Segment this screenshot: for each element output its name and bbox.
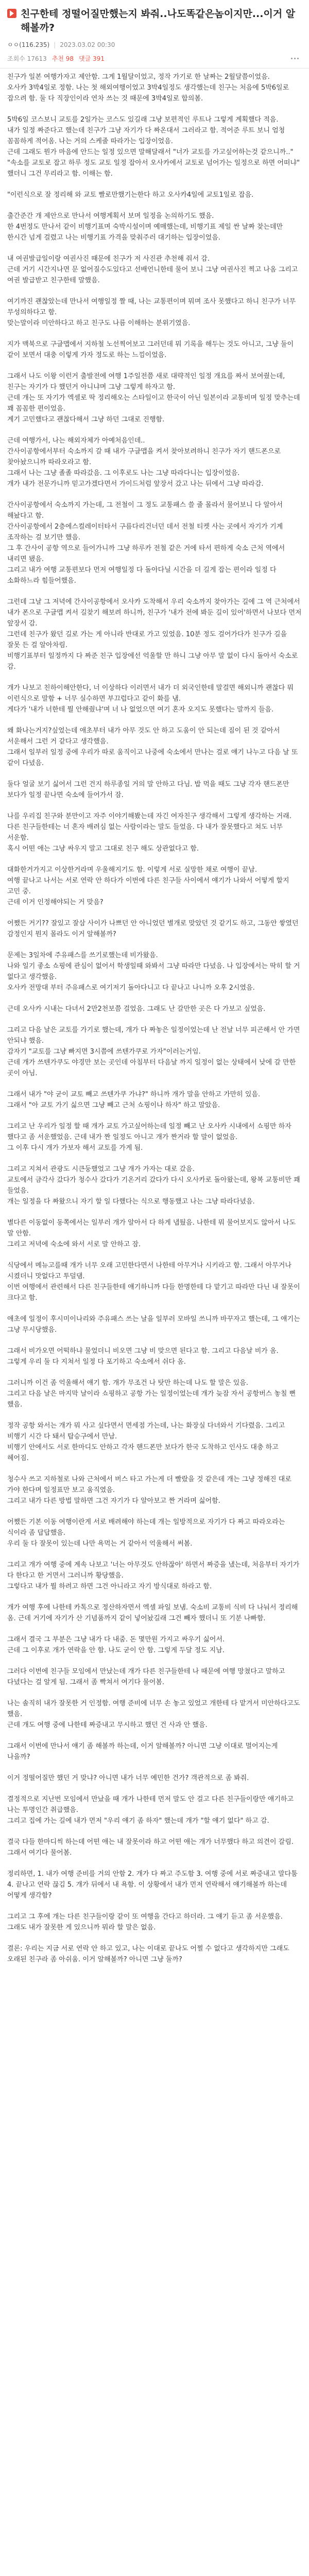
body-paragraph: 청수사 쓰고 지하철로 나와 근처에서 버스 타고 가는게 더 빨랐을 것 같은데 개는 그냥 정해진 대로 가야 한다며 일정표만 보고 움직였음. 그리고 내가 다른 방법 말하면 그건 자기가 다 알아보고 짠 거라며 싫어함. [7, 1476, 291, 1505]
body-paragraph: 결국 다들 한마디씩 하는데 어떤 애는 내 잘못이라 하고 어떤 애는 개가 너무했다 하고 의견이 갈림. 그래서 여기다 물어봄. [7, 1838, 296, 1857]
recommend-count[interactable]: 추천 98 [52, 55, 74, 62]
body-paragraph: 그리고 다음 날은 교토를 가기로 했는데, 개가 다 짜놓은 일정이었는데 난 전날 너무 피곤해서 안 가면 안되냐 했음. 감자기 "교토를 그냥 빠지면 3시쯤에 쓰텐가쿠로 가자"이러는거임. 근데 개가 쓰텐가쿠도 야경만 보는 곳인데 아침부터 다음날 까지 일정이 없는 상태에서 낮에 갈 만한 곳이 아님. [7, 1026, 300, 1077]
body-paragraph: 그래서 나도 이왕 이런거 출발전에 여행 1주일전쯤 새로 대략적인 일정 개요를 짜서 보여줬는데, 친구는 자기가 다 했던거 아니냐며 그냥 그렇게 하자고 함. 근데 개는 또 자기가 엑셀로 딱 정리해오는 스타일이고 한국이 아닌 일본이라 교통비며 일정 맞추는데 꽤 꼼꼼한 편이었음. 계기 고민했다고 괜찮다해서 그냥 하던 그대로 진행함. [7, 372, 300, 423]
video-post-icon [7, 9, 16, 18]
view-count: 조회수 17613 [7, 55, 47, 62]
post-meta [7, 40, 302, 49]
post-header [0, 0, 309, 69]
body-paragraph: 친구가 일본 여행가자고 제안함. 그게 1월달이었고, 정작 가기로 한 날짜는 2월달쯤이었음. 오사카 3박4일로 정함. 나는 첫 해외여행이었고 3박4일정도 생각했는데 친구는 처음에 5박6일로 잡으려 함. 둘 다 직장인이라 연차 쓰는 것 때문에 3박4일로 합의봄. [7, 73, 289, 103]
body-paragraph: 정리하면, 1. 내가 여행 준비를 거의 안함 2. 개가 다 짜고 주도함 3. 여행 중에 서로 짜증내고 말다툼 4. 끝나고 연락 끊김 5. 개가 뒤에서 내 욕함. 이 상황에서 내가 먼저 연락해서 얘기해볼까 하는데 어떻게 생각함? [7, 1870, 300, 1900]
body-paragraph: 정작 공항 와서는 개가 뭐 사고 싶다면서 면세점 가는데, 나는 화장실 다녀와서 기다렸음. 그리고 비행기 시간 다 돼서 탑승구에서 만남. 비행기 안에서도 서로 한마디도 안하고 각자 핸드폰만 보다가 한국 도착하고 인사도 대충 하고 헤어짐. [7, 1422, 285, 1462]
body-paragraph: 지가 맥북으로 구글맵에서 지하철 노선찍어보고 그러던데 뭐 기록을 해두는 것도 아니고, 그냥 둘이 같이 보면서 대충 이렇게 가자 정도로 하는 느낌이었음. [7, 341, 296, 359]
body-paragraph: 그리고 난 우리가 일정 할 때 개가 교토 가고싶어하는데 일정 빼고 난 오사카 시내에서 쇼핑만 하자 했다고 좀 서운했었음. 근데 내가 짠 일정도 아니고 개가 짠거라 할 말이 없었음. 그 이후 다시 개가 가보자 해서 교토를 가게 됨. [7, 1123, 291, 1152]
body-paragraph: 간사이공항에서 숙소까지 가는데, 그 전철이 그 정도 교통패스 쓸 줄 몰라서 물어보니 다 알아서 해놨다고 함. 간사이공항에서 2층에스컬레이터타서 구름다리건너던 데서 전철 티켓 사는 곳에서 자기가 기계 조작하는 걸 보기만 했음. 그 후 간사이 공항 역으로 들어가니까 그냥 하루카 전철 같은 거에 타서 편하게 숙소 근처 역에서 내리면 됐음. 그리고 내가 여행 교통편보다 먼저 여행일정 다 돌아다닐 시간을 더 길게 잡는 편이라 일정 다 소화하느라 힘들어했음. [7, 501, 285, 585]
more-options-icon[interactable] [288, 57, 302, 60]
body-paragraph: 그런데 그날 그 저녁에 간사이공항에서 오사카 도착해서 우리 숙소까지 찾아가는 길에 그 역 근처에서 내가 폰으로 구글맵 켜서 길찾기 해보려 하니까, 친구가 '내가 전에 봐둔 길이 있어'하면서 나보다 먼저 앞장서 감. 그런데 친구가 왔던 길로 가는 게 아니라 반대로 가고 있었음. 10분 정도 걸어가다가 친구가 길을 잘못 든 걸 알아차림. 비행기표부터 일정까지 다 짜준 친구 입장에선 억울할 만 하니 그냥 아무 말 없이 다시 돌아서 숙소로 감. [7, 598, 302, 671]
body-paragraph: 개가 나보고 친하이해안한다, 너 이상하다 이러면서 내가 더 외국인한테 말걸면 해외니까 괜찮다 뭐 이런식으로 말함 + 너무 실수하면 부끄럽다고 같이 화를 냄. 게다가 '내가 너한테 뭘 안해줬냐'며 너 나 없었으면 여기 혼자 오지도 못했다는 말까지 들음. [7, 684, 294, 714]
post-stats [7, 54, 302, 63]
body-paragraph: 문제는 3일차에 주유패스를 쓰기로했는데 비가왔음. 나와 일기 좋소 쇼핑에 관심이 없어서 학생일때 와봐서 그냥 따라만 다녔음. 나 입장에서는 딱히 할 거 없다고 생각했음. 오사카 전망대 부터 주유패스로 여기저기 돌아다니고 다 끝나고 나니까 오후 2시였음. [7, 952, 300, 992]
body-paragraph: 근데 여행가서, 나는 해외자체가 아예처음인데.. 간사이공항에서부터 숙소까지 갈 때 내가 구글맵을 켜서 찾아보려하니 친구가 자기 핸드폰으로 찾아놨으니까 따라오라고 함. 그래서 나는 그냥 졸졸 따라갔음. 그 이후로도 나는 그냥 따라다니는 입장이었음. 개가 내가 전문가니까 믿고가겠다면서 가이드처럼 앞장서 갔고 나는 뒤에서 그냥 따라감. [7, 437, 281, 488]
body-paragraph: 그러니까 이건 좀 억울해서 얘기 함. 개가 무조건 나 탓만 하는데 나도 할 말은 있음. 그리고 다음 날은 마지막 날이라 쇼핑하고 공항 가는 일정이었는데 개가 늦잠 자서 공항버스 놓칠 뻔 했음. [7, 1379, 296, 1409]
body-paragraph: 그러다 이번에 친구들 모임에서 만났는데 개가 다른 친구들한테 나 때문에 여행 망쳤다고 말하고 다녔다는 걸 알게 됨. 그래서 좀 빡쳐서 여기다 물어봄. [7, 1668, 287, 1686]
meta-separator: | [54, 41, 56, 48]
post-date: 2023.03.02 00:30 [60, 41, 115, 48]
body-paragraph: 어쨌든 기본 이동 여행이란게 서로 배려해야 하는데 개는 일방적으로 자기가 다 짜고 따라오라는 식이라 좀 답답했음. 우리 둘 다 잘못이 있는데 나만 욕먹는 거 같아서 억울해서 써봄. [7, 1518, 285, 1548]
body-paragraph: 그래서 결국 그 부분은 그냥 내가 다 내줌. 돈 몇만원 가지고 싸우기 싫어서. 근데 그 이후로 개가 연락을 안 함. 나도 굳이 안 함. 그렇게 두달 정도 지남. [7, 1636, 225, 1654]
body-paragraph: 결론: 우리는 지금 서로 연락 안 하고 있고, 나는 이대로 끝나도 어쩔 수 없다고 생각하지만 그래도 오래된 친구라 좀 아쉬움. 이거 알해볼까? 아니면 그냥 둘까? [7, 1945, 291, 1963]
post-title: 친구한테 정떨어질만했는지 봐줘..나도똑같은놈이지만...이거 알해볼까? [21, 8, 296, 33]
body-paragraph: 식당에서 메뉴고를때 개가 너무 오래 고민한다면서 나한테 아무거나 시키라고 함. 그래서 아무거나 시켰더니 맛없다고 투덜댐. 이번 여행에서 관련해서 다른 친구들한테 얘기하니까 다들 한명한테 다 맡기고 따라만 다닌 내 잘못이 크다고 함. [7, 1262, 300, 1302]
author-name[interactable]: ㅇㅇ(116.235) [7, 41, 50, 48]
body-paragraph: 그래서 이번에 만나서 얘기 좀 해볼까 하는데, 이거 알해볼까? 아니면 그냥 이대로 멀어지는게 나을까? [7, 1742, 280, 1761]
body-paragraph: 어쨌든 거기?? 잘있고 잘삼 사이가 나쁘던 안 아니었던 별개로 맞았던 것 같기도 하고, 그동안 쌓였던 감정인지 뭔지 몰라도 이거 알해볼까? [7, 920, 301, 938]
body-paragraph: 그래서 비가오면 어떡하냐 물었더니 비오면 그냥 비 맞으면 된다고 함. 그리고 다음날 비가 옴. 그렇게 우리 둘 다 지쳐서 일정 다 포기하고 숙소에서 쉬다 옴. [7, 1347, 279, 1366]
body-paragraph: 나를 우리집 친구와 분만이고 자주 이야기해봤는데 자긴 여자친구 생각해서 그렇게 생각하는 거래. 다른 친구들한테는 너 혼자 배려심 없는 사람이라는 말도 들었음. 다 내가 잘못했다고 쳐도 너무 서운함. 혹시 어떤 애는 그냥 싸우지 말고 그대로 친구 해도 상관없다고 함. [7, 812, 291, 853]
post-body [0, 69, 309, 1991]
body-paragraph: 별다른 이동없이 동쪽에서는 일부러 개가 알아서 다 하게 냅뒀음. 나한테 뭐 물어보지도 않아서 나도 말 안함. 그리고 저녁에 숙소에 와서 서로 말 안하고 잠. [7, 1219, 296, 1248]
body-paragraph: 결정적으로 지난번 모임에서 만났을 때 개가 나한테 먼저 말도 안 걸고 다른 친구들이랑만 얘기하고 나는 투명인간 취급했음. 그리고 집에 가는 길에 내가 먼저 "우리 얘기 좀 하자" 했는데 개가 "할 얘기 없다" 하고 감. [7, 1795, 294, 1825]
body-paragraph: 대화한거가지고 이상한거라며 우울해지기도 함. 이렇게 서로 실망한 채로 여행이 끝남. 여행 끝나고 나서는 서로 연락 안 하다가 이번에 다른 친구들 사이에서 얘기가 나와서 어떻게 할지 고민 중. 근데 이거 인정해야되는 거 맞음? [7, 866, 289, 906]
body-paragraph: 개가 여행 후에 나한테 카톡으로 정산하자면서 엑셀 파일 보냄. 숙소비 교통비 식비 다 나눠서 정리해 옴. 근데 거기에 자기가 산 기념품까지 같이 넣어놨길래 그건 빼자 했더니 또 기분 나빠함. [7, 1604, 300, 1622]
body-paragraph: "이런식으로 잘 정리해 와 교토 빨로만했기는한다 하고 오사카4일에 교토1일로 잡음. [7, 191, 254, 199]
body-paragraph: 여기까진 괜찮았는데 만나서 여행일정 짤 때, 나는 교통편이며 뭐며 조사 못했다고 하니 친구가 너무 무성의하다고 함. 맞는말이라 미안하다고 하고 친구도 나름 이해하는 분위기였음. [7, 298, 296, 327]
body-paragraph: 둘다 얼굴 보기 싫어서 그런 건지 하루종일 거의 말 안하고 다님. 밥 먹을 때도 그냥 각자 핸드폰만 보다가 일정 끝나면 숙소에 들어가서 잠. [7, 781, 291, 799]
body-paragraph: 근데 오사카 시내는 다녀서 2만2천보쯤 걸었음. 그래도 난 갈만한 곳은 다 가보고 싶었음. [7, 1005, 266, 1013]
body-paragraph: 그래서 내가 "야 굳이 교토 빼고 쓰텐가쿠 가냐?" 하니까 개가 말을 안하고 가만히 있음. 그래서 "아 교토 가기 싫으면 그냥 빼고 근처 쇼핑이나 하자" 하고 말았음. [7, 1091, 261, 1109]
body-paragraph: 왜 화나는거지?싶었는데 애초부터 내가 아무 것도 안 하고 도움이 안 되는데 짐이 된 것 같아서 서운해서 그런 거 같다고 생각했음. 그래서 일부러 일정 중에 우리가 따로 움직이고 나중에 숙소에서 만나는 걸로 얘기 나누고 다음 날 또 같이 다녔음. [7, 727, 298, 767]
body-paragraph: 출간준간 개 제안으로 만나서 여행계획서 보며 일정을 논의하기도 했음. 한 4번정도 만나서 같이 비행기표며 숙박시설이며 예매했는데, 비행기표 제일 싼 날짜 찾는데만 한시간 넘게 걸렸고 나는 비행기표 가격을 맞춰주러 대기하는 입장이었음. [7, 212, 283, 242]
body-paragraph: 이거 정떨어질만 했던 거 맞냐? 아니면 내가 너무 예민한 건가? 객관적으로 좀 봐줘. [7, 1774, 249, 1782]
body-paragraph: 그리고 개가 여행 중에 계속 나보고 '너는 아무것도 안하잖아' 하면서 짜증을 냈는데, 처음부터 자기가 다 한다고 한 거면서 그러니까 황당했음. 그렇다고 내가 뭘 하려고 하면 그건 아니라고 자기 방식대로 하라고 함. [7, 1561, 300, 1590]
reply-count[interactable]: 댓글 391 [79, 55, 105, 62]
body-paragraph: 내 여권발급일이랑 여권사진 때문에 친구가 저 사진관 추천해 줘서 감. 근데 거기 시간지나면 문 없어질수도있다고 선배언니한테 물어 보니 그냥 여권사진 찍고 나옴 그리고 여권 발급받고 친구한테 말했음. [7, 255, 298, 284]
body-paragraph: 5박6일 코스보니 교토를 2일가는 코스도 있길래 그냥 보편적인 루트나 그렇게 계획했다 적음. 내가 일정 짜준다고 했는데 친구가 그냥 자기가 다 짜온대서 그러라고 함. 적어준 루트 보니 엄청 꼼꼼하게 적어옴. 나는 거의 스케줄 따라가는 입장이었음. 근데 그래도 뭔가 마음에 안드는 일정 있으면 말해달래서 "너가 교토를 가고싶어하는것 같으니까.." "속소를 교토로 잡고 하루 정도 교토 일정 잡아서 오사카에서 교토로 넘어가는 일정으로 하면 어떠냐" 했더니 그건 무리라고 함. 이해는 함. [7, 116, 300, 178]
stats-left [7, 54, 105, 63]
body-paragraph: 나는 솔직히 내가 잘못한 거 인정함. 여행 준비에 너무 손 놓고 있었고 개한테 다 맡겨서 미안하다고도 했음. 근데 개도 여행 중에 나한테 짜증내고 무시하고 했던 건 사과 안 했음. [7, 1700, 300, 1729]
body-paragraph: 그리고 지쳐서 관광도 시큰둥했었고 그냥 개가 가자는 대로 갔음. 교토에서 금각사 갔다가 청수사 갔다가 기온거리 갔다가 다시 오사카로 돌아왔는데, 왕복 교통비만 꽤 들었음. 개는 일정을 다 짜왔으니 자기 할 일 다했다는 식으로 행동했고 나는 그냥 따라다녔음. [7, 1165, 300, 1206]
body-paragraph: 그리고 그 후에 개는 다른 친구들이랑 같이 또 여행을 간다고 하더라. 그 얘기 듣고 좀 서운했음. 그래도 내가 잘못한 게 있으니까 뭐라 할 말은 없음. [7, 1913, 285, 1931]
title-row [7, 7, 302, 35]
body-paragraph: 애초에 일정이 후시미이나리와 주유패스 쓰는 날을 일부러 모바일 쓰니까 바꾸자고 했는데, 그 얘기는 그냥 무시당했음. [7, 1315, 302, 1334]
